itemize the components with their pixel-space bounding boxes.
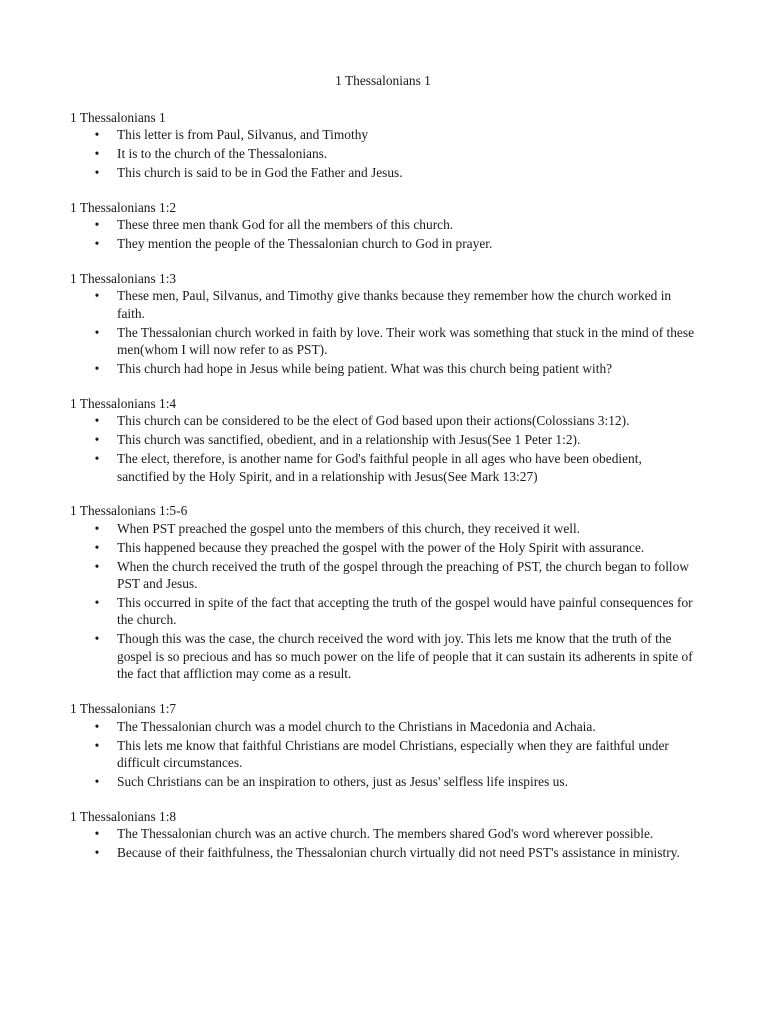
list-item-text: This lets me know that faithful Christians are model Christians, especially when they are faithful under difficult circumstances. bbox=[117, 737, 669, 771]
bullet-icon: • bbox=[94, 217, 100, 233]
bullet-icon: • bbox=[94, 737, 100, 753]
list-item bbox=[70, 216, 696, 234]
list-item-text: Because of their faithfulness, the Thessalonian church virtually did not need PST's assistance in ministry. bbox=[117, 845, 680, 861]
list-item bbox=[70, 737, 696, 772]
bullet-list bbox=[70, 718, 696, 791]
list-item-text: Such Christians can be an inspiration to others, just as Jesus' selfless life inspires us. bbox=[117, 773, 568, 789]
list-item bbox=[70, 431, 696, 449]
list-item-text: This happened because they preached the gospel with the power of the Holy Spirit with assurance. bbox=[117, 539, 645, 555]
list-item-text: It is to the church of the Thessalonians. bbox=[117, 145, 328, 161]
section-heading: 1 Thessalonians 1:2 bbox=[70, 199, 177, 215]
list-item bbox=[70, 287, 696, 322]
section bbox=[70, 270, 696, 378]
bullet-icon: • bbox=[94, 432, 100, 448]
list-item-text: When PST preached the gospel unto the members of this church, they received it well. bbox=[117, 520, 581, 536]
section-heading: 1 Thessalonians 1:4 bbox=[70, 395, 177, 411]
bullet-icon: • bbox=[94, 520, 100, 536]
bullet-icon: • bbox=[94, 631, 100, 647]
section-heading: 1 Thessalonians 1:8 bbox=[70, 808, 177, 824]
list-item-text: The Thessalonian church worked in faith by love. Their work was something that stuck in the mind of these men(whom I will now refer to as PST). bbox=[117, 324, 695, 358]
bullet-icon: • bbox=[94, 413, 100, 429]
list-item bbox=[70, 773, 696, 791]
bullet-list bbox=[70, 412, 696, 485]
list-item-text: This occurred in spite of the fact that accepting the truth of the gospel would have painful consequences for the church. bbox=[117, 594, 693, 628]
bullet-list bbox=[70, 216, 696, 252]
bullet-icon: • bbox=[94, 235, 100, 251]
section bbox=[70, 502, 696, 683]
bullet-list bbox=[70, 520, 696, 683]
list-item-text: The elect, therefore, is another name for God's faithful people in all ages who have been obedient, sanctified by the Holy Spirit, and in a relationship with Jesus(See Mark 13:27) bbox=[117, 450, 642, 484]
bullet-list bbox=[70, 287, 696, 377]
bullet-icon: • bbox=[94, 826, 100, 842]
section bbox=[70, 808, 696, 862]
list-item-text: When the church received the truth of the gospel through the preaching of PST, the church began to follow PST and Jesus. bbox=[117, 558, 690, 592]
section-heading: 1 Thessalonians 1:5-6 bbox=[70, 503, 188, 519]
list-item-text: This church was sanctified, obedient, and in a relationship with Jesus(See 1 Peter 1:2). bbox=[117, 432, 581, 448]
bullet-list bbox=[70, 825, 696, 861]
list-item-text: The Thessalonian church was an active church. The members shared God's word wherever possible. bbox=[117, 826, 654, 842]
section bbox=[70, 700, 696, 790]
list-item bbox=[70, 145, 696, 163]
list-item-text: They mention the people of the Thessalonian church to God in prayer. bbox=[117, 235, 493, 251]
list-item bbox=[70, 324, 696, 359]
list-item-text: These three men thank God for all the members of this church. bbox=[117, 217, 454, 233]
list-item bbox=[70, 594, 696, 629]
list-item bbox=[70, 718, 696, 736]
list-item bbox=[70, 825, 696, 843]
bullet-icon: • bbox=[94, 361, 100, 377]
list-item-text: These men, Paul, Silvanus, and Timothy give thanks because they remember how the church worked in faith. bbox=[117, 288, 672, 321]
list-item bbox=[70, 520, 696, 538]
bullet-icon: • bbox=[94, 773, 100, 789]
bullet-icon: • bbox=[94, 539, 100, 555]
bullet-icon: • bbox=[94, 127, 100, 143]
section bbox=[70, 199, 696, 253]
list-item-text: This church is said to be in God the Father and Jesus. bbox=[117, 164, 403, 180]
list-item bbox=[70, 164, 696, 182]
bullet-icon: • bbox=[94, 145, 100, 161]
bullet-icon: • bbox=[94, 845, 100, 861]
bullet-icon: • bbox=[94, 288, 100, 304]
document-body bbox=[70, 109, 696, 862]
document-title: 1 Thessalonians 1 bbox=[335, 73, 431, 88]
section bbox=[70, 109, 696, 182]
list-item bbox=[70, 844, 696, 862]
list-item bbox=[70, 412, 696, 430]
bullet-icon: • bbox=[94, 594, 100, 610]
list-item-text: The Thessalonian church was a model church to the Christians in Macedonia and Achaia. bbox=[117, 718, 596, 734]
list-item-text: This church can be considered to be the elect of God based upon their actions(Colossians 3:12). bbox=[117, 413, 630, 429]
bullet-icon: • bbox=[94, 450, 100, 466]
list-item bbox=[70, 539, 696, 557]
list-item-text: Though this was the case, the church received the word with joy. This lets me know that the truth of the gospel is so precious and has so much power on the life of people that it can sustain its adherents in spite of the fact that affliction may come as a result. bbox=[117, 631, 693, 682]
section bbox=[70, 395, 696, 485]
list-item bbox=[70, 126, 696, 144]
bullet-icon: • bbox=[94, 164, 100, 180]
list-item-text: This church had hope in Jesus while being patient. What was this church being patient with? bbox=[117, 361, 613, 377]
list-item-text: This letter is from Paul, Silvanus, and Timothy bbox=[117, 127, 369, 143]
list-item bbox=[70, 630, 696, 683]
list-item bbox=[70, 558, 696, 593]
bullet-list bbox=[70, 126, 696, 181]
list-item bbox=[70, 360, 696, 378]
list-item bbox=[70, 235, 696, 253]
bullet-icon: • bbox=[94, 324, 100, 340]
list-item bbox=[70, 450, 696, 485]
bullet-icon: • bbox=[94, 558, 100, 574]
bullet-icon: • bbox=[94, 718, 100, 734]
section-heading: 1 Thessalonians 1:3 bbox=[70, 270, 177, 286]
section-heading: 1 Thessalonians 1:7 bbox=[70, 701, 177, 717]
section-heading: 1 Thessalonians 1 bbox=[70, 109, 166, 125]
